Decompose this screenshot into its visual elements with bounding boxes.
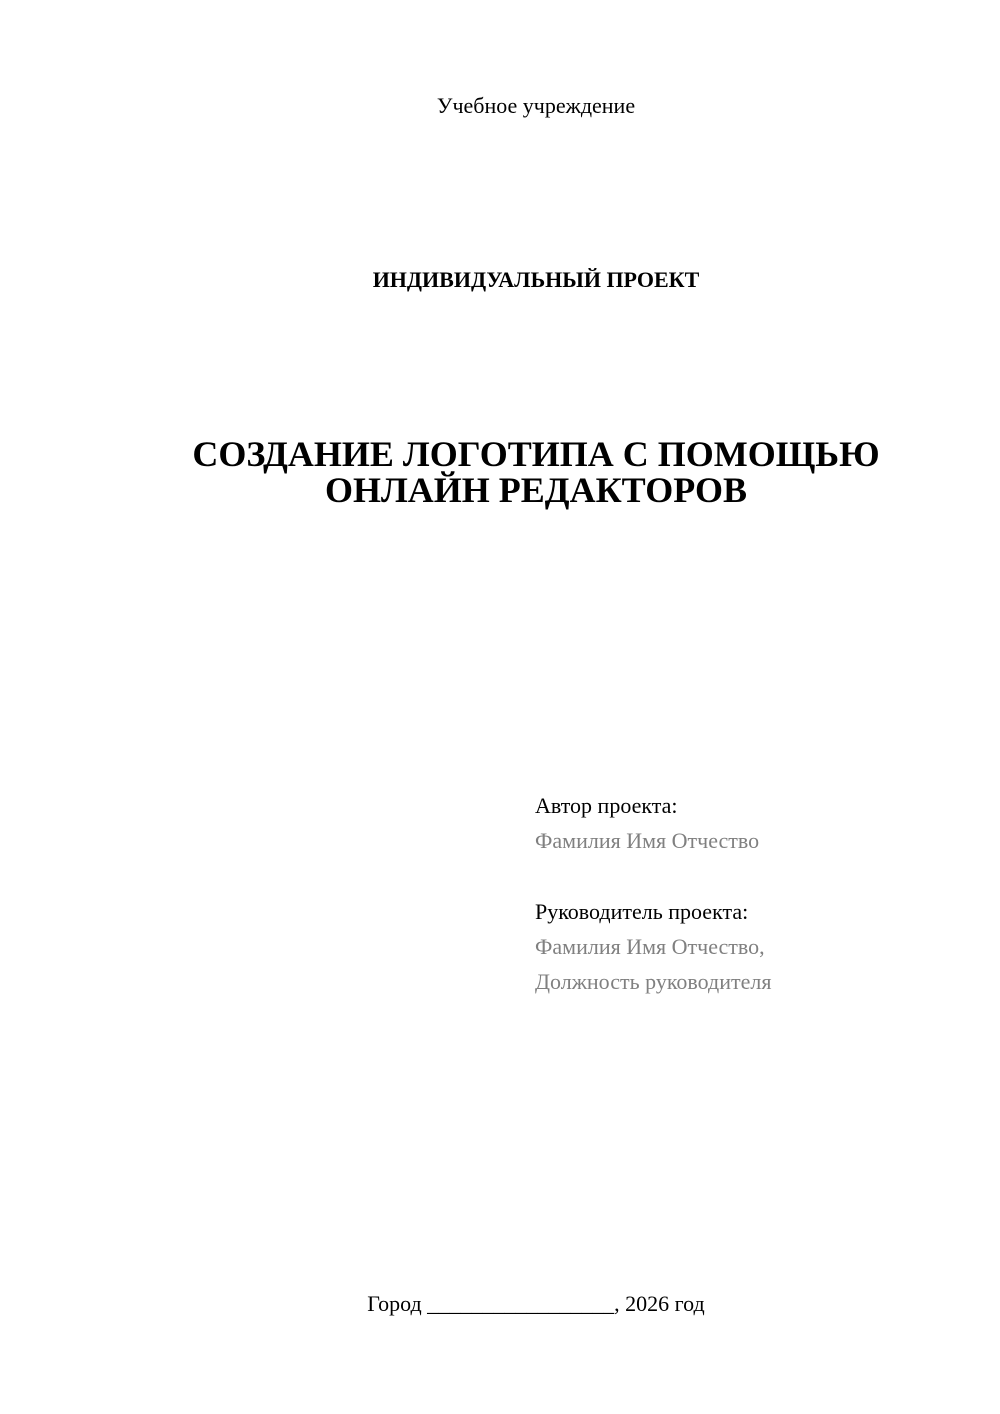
author-name: Фамилия Имя Отчество — [535, 828, 760, 853]
author-label: Автор проекта: — [535, 793, 678, 818]
project-title-line-1: СОЗДАНИЕ ЛОГОТИПА С ПОМОЩЬЮ — [192, 434, 880, 474]
supervisor-name: Фамилия Имя Отчество, — [535, 934, 765, 959]
city-year-line: Город _________________, 2026 год — [367, 1291, 705, 1316]
project-title-line-2: ОНЛАЙН РЕДАКТОРОВ — [324, 470, 748, 510]
people-spacer — [535, 858, 975, 894]
project-people-block — [535, 788, 975, 999]
institution-name: Учебное учреждение — [436, 93, 636, 118]
project-type-heading: ИНДИВИДУАЛЬНЫЙ ПРОЕКТ — [372, 267, 700, 292]
project-title — [0, 436, 1000, 508]
supervisor-position: Должность руководителя — [535, 969, 772, 994]
supervisor-label: Руководитель проекта: — [535, 899, 749, 924]
